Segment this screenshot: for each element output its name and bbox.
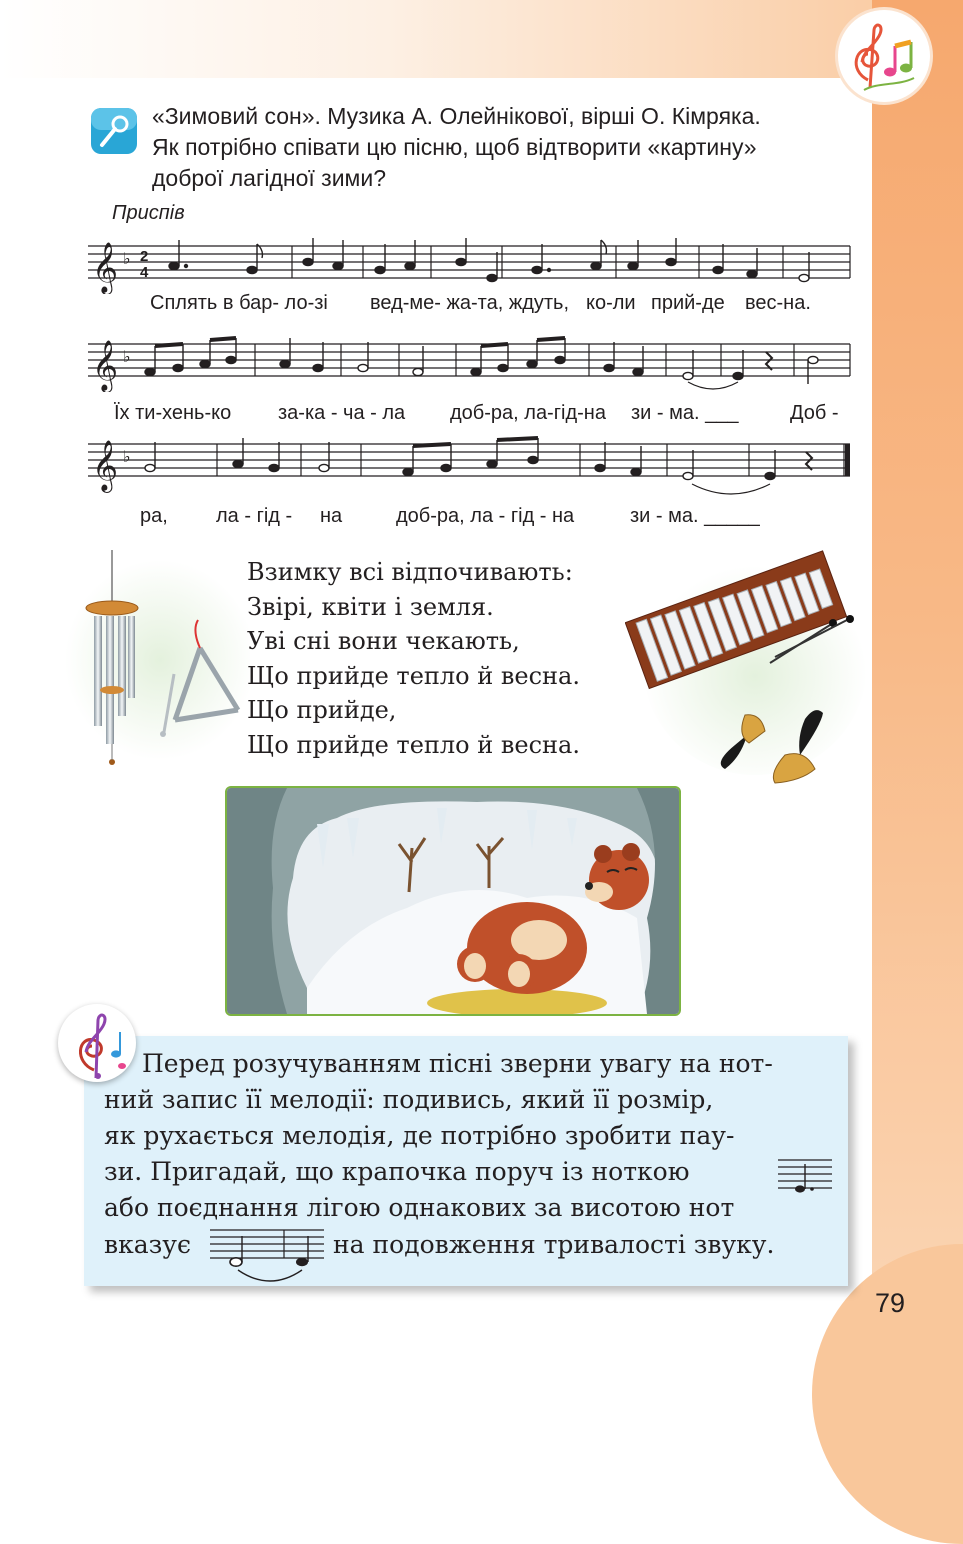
treble-clef-icon: 𝄞 (92, 243, 119, 292)
music-staff-2 (88, 330, 853, 392)
lyric: ла - гід - (216, 505, 293, 527)
flat-sign: ♭ (123, 251, 131, 268)
lyric: Їх ти-хень-ко (114, 402, 232, 424)
tied-notes-icon (210, 1224, 324, 1286)
sleeping-bear-illustration (225, 786, 681, 1016)
task-line: доброї лагідної зими? (152, 165, 386, 191)
info-line: як рухається мелодія, де потрібно зробити пау- (104, 1121, 735, 1150)
poem-line: Що прийде тепло й весна. (247, 730, 580, 759)
lyric: вед-ме- жа-та, ждуть, (370, 292, 570, 314)
lyric: доб-ра, ла-гід-на (450, 402, 606, 424)
wind-chime-and-triangle-illustration (60, 550, 250, 770)
section-label: Приспів (112, 202, 185, 224)
poem-line: Уві сні вони чекають, (247, 627, 520, 655)
info-line: Перед розучуванням пісні зверни увагу на нот- (142, 1049, 773, 1078)
info-line: вказує (104, 1230, 191, 1259)
treble-clef-icon: 𝄞 (92, 441, 119, 490)
lyric: ра, (140, 505, 168, 527)
poem-line: Звірі, квіти і земля. (247, 592, 494, 621)
microphone-icon (90, 107, 138, 155)
poem-line: Що прийде тепло й весна. (247, 661, 580, 690)
lyric: Доб - (790, 402, 839, 424)
lyric: ко-ли (586, 292, 636, 314)
lyric: зи - ма. _____ (630, 505, 760, 527)
music-notes-icon (838, 10, 930, 102)
task-line: «Зимовий сон». Музика А. Олейнікової, вірші О. Кімряка. (152, 103, 761, 129)
music-staff-3 (88, 430, 853, 502)
poem-line: Що прийде, (247, 696, 397, 724)
info-line: ний запис її мелодії: подивись, який її розмір, (104, 1085, 714, 1114)
treble-clef-icon: 𝄞 (92, 341, 119, 390)
lyric: доб-ра, ла - гід - на (396, 505, 575, 527)
info-line: або поєднання лігою однакових за висотою нот (104, 1193, 735, 1222)
lyric: вес-на. (745, 292, 811, 314)
info-line: на подовження тривалості звуку. (333, 1230, 775, 1259)
page-number: 79 (874, 1288, 906, 1318)
treble-clef-icon (58, 1004, 136, 1082)
info-line: зи. Пригадай, що крапочка поруч із ноткою (104, 1157, 690, 1186)
lyric: за-ка - ча - ла (278, 402, 406, 424)
time-signature-bottom: 4 (140, 264, 149, 281)
time-signature-top: 2 (140, 248, 149, 265)
poem (247, 555, 580, 762)
task-text (152, 101, 872, 194)
lyric: Сплять в бар- ло-зі (150, 292, 328, 314)
right-decor-band (872, 0, 963, 1394)
lyric: прий-де (651, 292, 725, 314)
top-decor-band (0, 0, 963, 78)
poem-line: Взимку всі відпочивають: (247, 558, 573, 586)
flat-sign: ♭ (123, 349, 131, 366)
lyric: на (320, 505, 343, 527)
music-staff-1 (88, 232, 853, 294)
task-line: Як потрібно співати цю пісню, щоб відтворити «картину» (152, 134, 757, 160)
lyric: зи - ма. ___ (631, 402, 739, 424)
dotted-note-icon (778, 1156, 832, 1196)
flat-sign: ♭ (123, 449, 131, 466)
xylophone-and-bells-illustration (625, 545, 870, 785)
